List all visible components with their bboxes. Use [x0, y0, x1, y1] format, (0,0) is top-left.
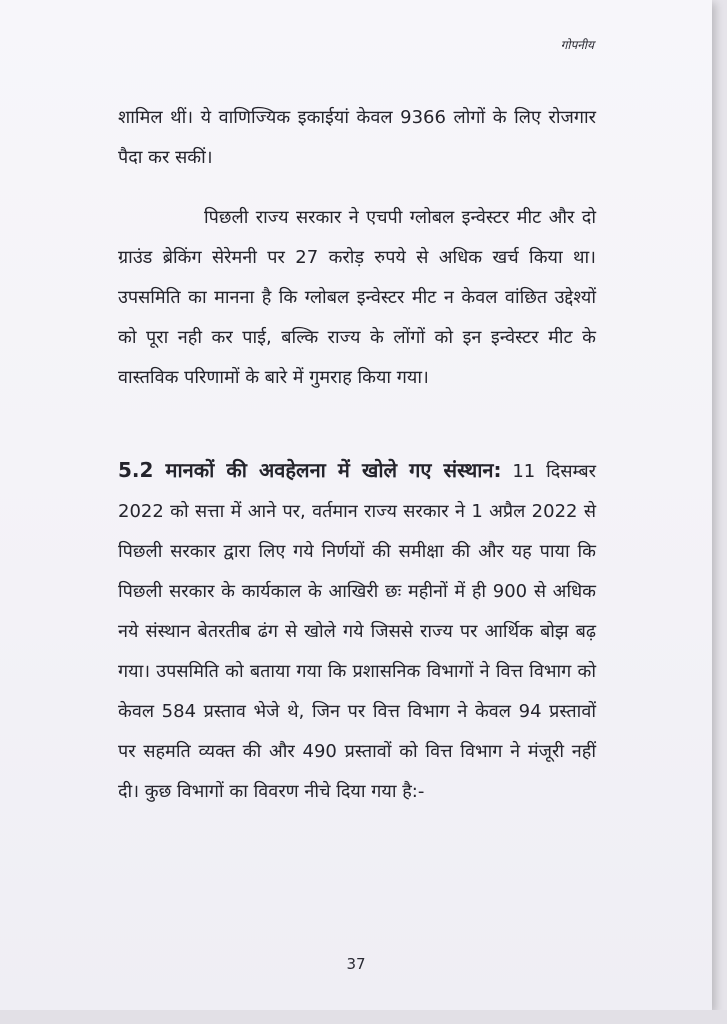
section-heading: 5.2 मानकों की अवहेलना में खोले गए संस्थान:	[118, 458, 502, 482]
scan-bottom-edge	[0, 1010, 727, 1024]
paragraph-3: 11 दिसम्बर 2022 को सत्ता में आने पर, वर्तमान राज्य सरकार ने 1 अप्रैल 2022 से पिछली सरकार द्वारा लिए गये निर्णयों की समीक्षा की और यह पाया कि पिछली सरकार के कार्यकाल के आखिरी छः महीनों में ही 900 से अधिक नये संस्थान बेतरतीब ढंग से खोले गये जिससे राज्य पर आर्थिक बोझ बढ़ गया। उपसमिति को बताया गया कि प्रशासनिक विभागों ने वित्त विभाग को केवल 584 प्रस्ताव भेजे थे, जिन पर वित्त विभाग ने केवल 94 प्रस्तावों पर सहमति व्यक्त की और 490 प्रस्तावों को वित्त विभाग ने मंजूरी नहीं दी। कुछ विभागों का विवरण नीचे दिया गया है:-	[118, 461, 596, 802]
confidential-mark: गोपनीय	[560, 38, 594, 52]
page-number: 37	[346, 955, 366, 973]
section-5-2	[118, 450, 596, 812]
paragraph-1: शामिल थीं। ये वाणिज्यिक इकाईयां केवल 9366 लोगों के लिए रोजगार पैदा कर सकीं।	[118, 107, 596, 168]
paragraph-2: पिछली राज्य सरकार ने एचपी ग्लोबल इन्वेस्टर मीट और दो ग्राउंड ब्रेकिंग सेरेमनी पर 27 करोड़ रुपये से अधिक खर्च किया था। उपसमिति का मानना है कि ग्लोबल इन्वेस्टर मीट न केवल वांछित उद्देश्यों को पूरा नही कर पाई, बल्कि राज्य के लोंगों को इन इन्वेस्टर मीट के वास्तविक परिणामों के बारे में गुमराह किया गया।	[118, 207, 596, 388]
